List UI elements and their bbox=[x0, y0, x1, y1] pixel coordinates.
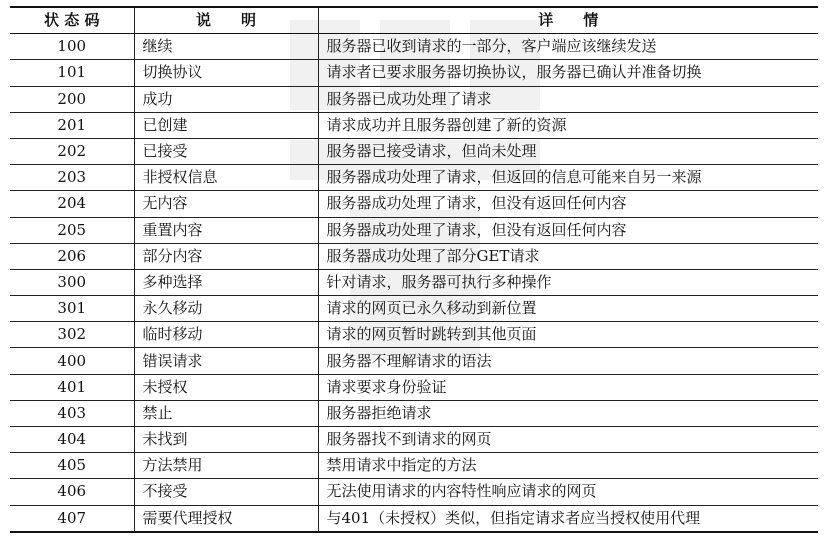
table-row bbox=[10, 217, 818, 243]
status-code-cell: 400 bbox=[10, 348, 134, 374]
status-detail-cell: 请求的网页暂时跳转到其他页面 bbox=[318, 322, 818, 348]
status-name-cell: 部分内容 bbox=[134, 243, 318, 269]
http-status-table bbox=[10, 6, 818, 533]
status-name-cell: 已创建 bbox=[134, 112, 318, 138]
status-name-cell: 不接受 bbox=[134, 479, 318, 505]
status-name-cell: 已接受 bbox=[134, 138, 318, 164]
status-name-cell: 需要代理授权 bbox=[134, 505, 318, 532]
status-detail-cell: 服务器成功处理了请求，但没有返回任何内容 bbox=[318, 217, 818, 243]
status-code-cell: 407 bbox=[10, 505, 134, 532]
header-details: 详 情 bbox=[318, 7, 818, 34]
table-row bbox=[10, 348, 818, 374]
table-row bbox=[10, 479, 818, 505]
status-detail-cell: 服务器已接受请求，但尚未处理 bbox=[318, 138, 818, 164]
table-row bbox=[10, 400, 818, 426]
status-name-cell: 无内容 bbox=[134, 191, 318, 217]
status-code-cell: 101 bbox=[10, 60, 134, 86]
status-code-cell: 300 bbox=[10, 269, 134, 295]
table-row bbox=[10, 427, 818, 453]
status-detail-cell: 服务器成功处理了请求，但没有返回任何内容 bbox=[318, 191, 818, 217]
status-name-cell: 错误请求 bbox=[134, 348, 318, 374]
status-name-cell: 多种选择 bbox=[134, 269, 318, 295]
status-detail-cell: 服务器已成功处理了请求 bbox=[318, 86, 818, 112]
status-code-cell: 403 bbox=[10, 400, 134, 426]
status-detail-cell: 服务器成功处理了部分GET请求 bbox=[318, 243, 818, 269]
status-detail-cell: 服务器已收到请求的一部分，客户端应该继续发送 bbox=[318, 34, 818, 60]
status-code-cell: 406 bbox=[10, 479, 134, 505]
table-row bbox=[10, 138, 818, 164]
table-row bbox=[10, 453, 818, 479]
table-row bbox=[10, 322, 818, 348]
status-detail-cell: 服务器拒绝请求 bbox=[318, 400, 818, 426]
status-detail-cell: 与401（未授权）类似，但指定请求者应当授权使用代理 bbox=[318, 505, 818, 532]
status-name-cell: 重置内容 bbox=[134, 217, 318, 243]
table-row bbox=[10, 191, 818, 217]
table-row bbox=[10, 86, 818, 112]
status-code-cell: 405 bbox=[10, 453, 134, 479]
status-name-cell: 方法禁用 bbox=[134, 453, 318, 479]
table-row bbox=[10, 296, 818, 322]
table-row bbox=[10, 269, 818, 295]
table-row bbox=[10, 34, 818, 60]
table-row bbox=[10, 374, 818, 400]
status-code-cell: 206 bbox=[10, 243, 134, 269]
status-detail-cell: 无法使用请求的内容特性响应请求的网页 bbox=[318, 479, 818, 505]
table-row bbox=[10, 505, 818, 532]
status-name-cell: 未授权 bbox=[134, 374, 318, 400]
status-name-cell: 永久移动 bbox=[134, 296, 318, 322]
status-code-cell: 205 bbox=[10, 217, 134, 243]
status-detail-cell: 请求的网页已永久移动到新位置 bbox=[318, 296, 818, 322]
status-code-cell: 204 bbox=[10, 191, 134, 217]
status-code-cell: 202 bbox=[10, 138, 134, 164]
status-detail-cell: 请求者已要求服务器切换协议，服务器已确认并准备切换 bbox=[318, 60, 818, 86]
status-code-cell: 203 bbox=[10, 165, 134, 191]
status-name-cell: 非授权信息 bbox=[134, 165, 318, 191]
status-name-cell: 禁止 bbox=[134, 400, 318, 426]
status-name-cell: 未找到 bbox=[134, 427, 318, 453]
status-detail-cell: 服务器不理解请求的语法 bbox=[318, 348, 818, 374]
table-row bbox=[10, 243, 818, 269]
header-description: 说 明 bbox=[134, 7, 318, 34]
status-code-cell: 302 bbox=[10, 322, 134, 348]
status-code-cell: 201 bbox=[10, 112, 134, 138]
table-row bbox=[10, 112, 818, 138]
table-row bbox=[10, 60, 818, 86]
status-detail-cell: 请求成功并且服务器创建了新的资源 bbox=[318, 112, 818, 138]
table-row bbox=[10, 165, 818, 191]
status-name-cell: 切换协议 bbox=[134, 60, 318, 86]
status-detail-cell: 请求要求身份验证 bbox=[318, 374, 818, 400]
header-status-code: 状 态 码 bbox=[10, 7, 134, 34]
status-name-cell: 临时移动 bbox=[134, 322, 318, 348]
status-name-cell: 成功 bbox=[134, 86, 318, 112]
table-header-row bbox=[10, 7, 818, 34]
status-code-cell: 401 bbox=[10, 374, 134, 400]
status-code-cell: 301 bbox=[10, 296, 134, 322]
status-name-cell: 继续 bbox=[134, 34, 318, 60]
status-detail-cell: 服务器成功处理了请求，但返回的信息可能来自另一来源 bbox=[318, 165, 818, 191]
status-detail-cell: 针对请求，服务器可执行多种操作 bbox=[318, 269, 818, 295]
status-detail-cell: 服务器找不到请求的网页 bbox=[318, 427, 818, 453]
status-code-cell: 200 bbox=[10, 86, 134, 112]
status-code-cell: 100 bbox=[10, 34, 134, 60]
status-detail-cell: 禁用请求中指定的方法 bbox=[318, 453, 818, 479]
status-code-cell: 404 bbox=[10, 427, 134, 453]
